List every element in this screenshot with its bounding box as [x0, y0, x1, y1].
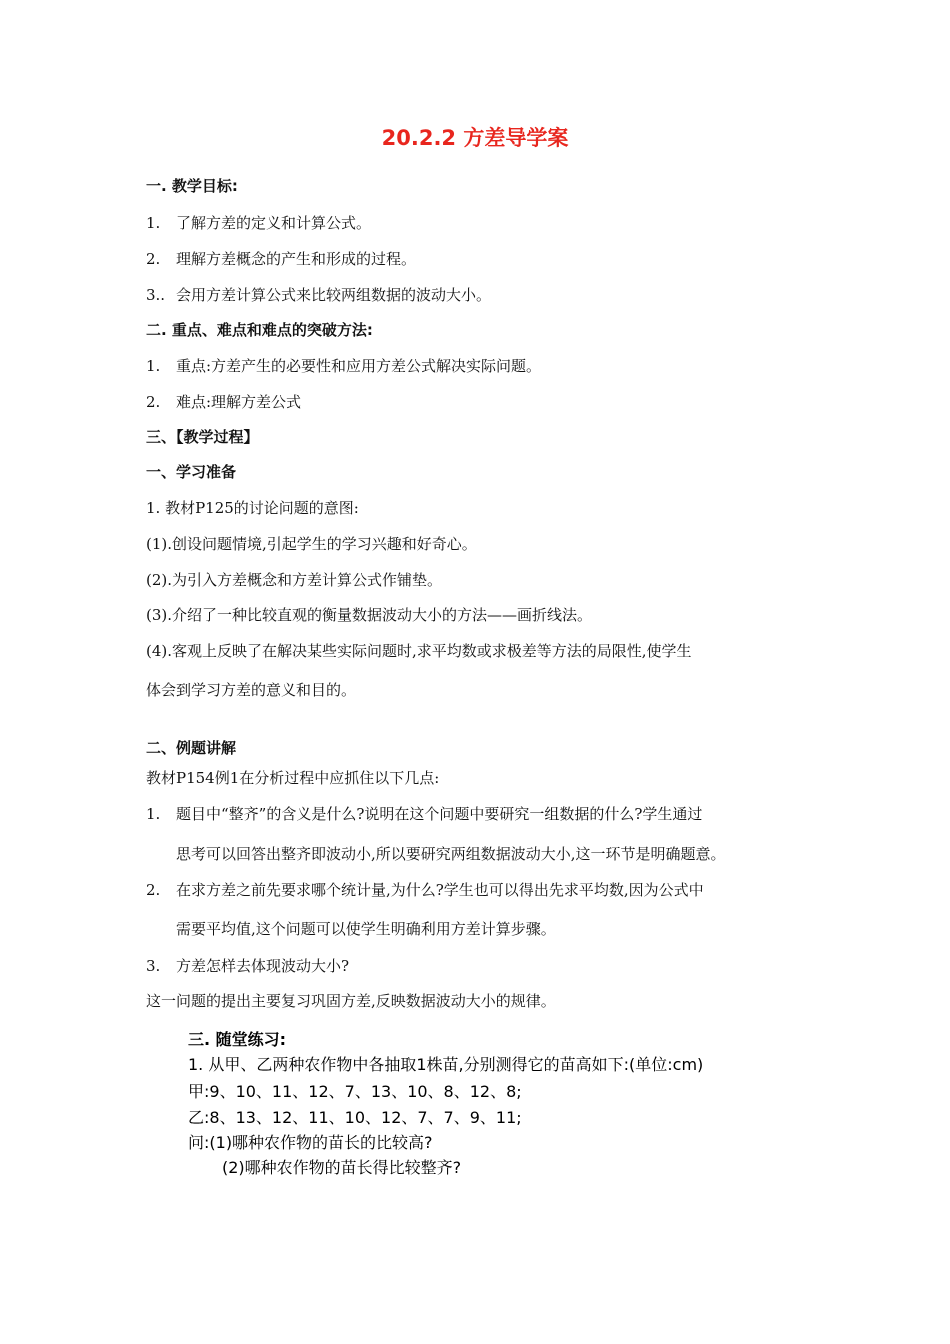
list-item: [146, 285, 491, 305]
practice-line: 甲:9、10、11、12、7、13、10、8、12、8;: [188, 1082, 522, 1101]
paragraph: 这一问题的提出主要复习巩固方差,反映数据波动大小的规律。: [146, 992, 556, 1010]
item-number: 2.: [146, 250, 161, 268]
list-item: (3).介绍了一种比较直观的衡量数据波动大小的方法——画折线法。: [146, 606, 593, 624]
list-item: (4).客观上反映了在解决某些实际问题时,求平均数或求极差等方法的局限性,使学生: [146, 642, 692, 660]
question-continuation: 思考可以回答出整齐即波动小,所以要研究两组数据波动大小,这一环节是明确题意。: [176, 845, 726, 863]
paragraph: 1. 教材P125的讨论问题的意图:: [146, 499, 359, 517]
practice-line: 问:(1)哪种农作物的苗长的比较高?: [188, 1133, 433, 1152]
item-text: 会用方差计算公式来比较两组数据的波动大小。: [176, 286, 492, 304]
subsection-heading-practice: 三. 随堂练习:: [188, 1030, 287, 1049]
practice-line: (2)哪种农作物的苗长得比较整齐?: [222, 1158, 462, 1177]
subsection-heading-examples: 二、例题讲解: [146, 739, 237, 757]
item-number: 2.: [146, 393, 161, 411]
item-number: 1.: [146, 805, 161, 823]
item-text: 难点:理解方差公式: [176, 393, 302, 411]
subsection-heading-prep: 一、学习准备: [146, 463, 237, 481]
question-item: [146, 956, 349, 976]
item-number: 1.: [146, 357, 161, 375]
practice-line: 乙:8、13、12、11、10、12、7、7、9、11;: [188, 1108, 522, 1127]
paragraph: 教材P154例1在分析过程中应抓住以下几点:: [146, 769, 440, 787]
item-text: 方差怎样去体现波动大小?: [176, 957, 350, 975]
list-item: (1).创设问题情境,引起学生的学习兴趣和好奇心。: [146, 535, 477, 553]
section-heading-process: 三、【教学过程】: [146, 428, 259, 446]
list-item: [146, 213, 371, 233]
list-item-continuation: 体会到学习方差的意义和目的。: [146, 681, 357, 699]
section-heading-goals: 一. 教学目标:: [146, 177, 238, 195]
item-number: 1.: [146, 214, 161, 232]
item-text: 理解方差概念的产生和形成的过程。: [176, 250, 417, 268]
item-text: 了解方差的定义和计算公式。: [176, 214, 372, 232]
question-item: [146, 880, 704, 900]
item-text: 题目中“整齐”的含义是什么?说明在这个问题中要研究一组数据的什么?学生通过: [176, 805, 703, 823]
document-title: 20.2.2 方差导学案: [381, 126, 569, 150]
list-item: [146, 356, 541, 376]
item-text: 在求方差之前先要求哪个统计量,为什么?学生也可以得出先求平均数,因为公式中: [176, 881, 704, 899]
list-item: [146, 392, 301, 412]
item-number: 3.: [146, 957, 161, 975]
question-continuation: 需要平均值,这个问题可以使学生明确利用方差计算步骤。: [176, 920, 556, 938]
list-item: (2).为引入方差概念和方差计算公式作铺垫。: [146, 571, 443, 589]
item-text: 重点:方差产生的必要性和应用方差公式解决实际问题。: [176, 357, 542, 375]
question-item: [146, 804, 702, 824]
section-heading-keypoints: 二. 重点、难点和难点的突破方法:: [146, 321, 373, 339]
list-item: [146, 249, 416, 269]
practice-line: 1. 从甲、乙两种农作物中各抽取1株苗,分别测得它的苗高如下:(单位:cm): [188, 1055, 704, 1074]
item-number: 2.: [146, 881, 161, 899]
item-number: 3..: [146, 286, 166, 304]
